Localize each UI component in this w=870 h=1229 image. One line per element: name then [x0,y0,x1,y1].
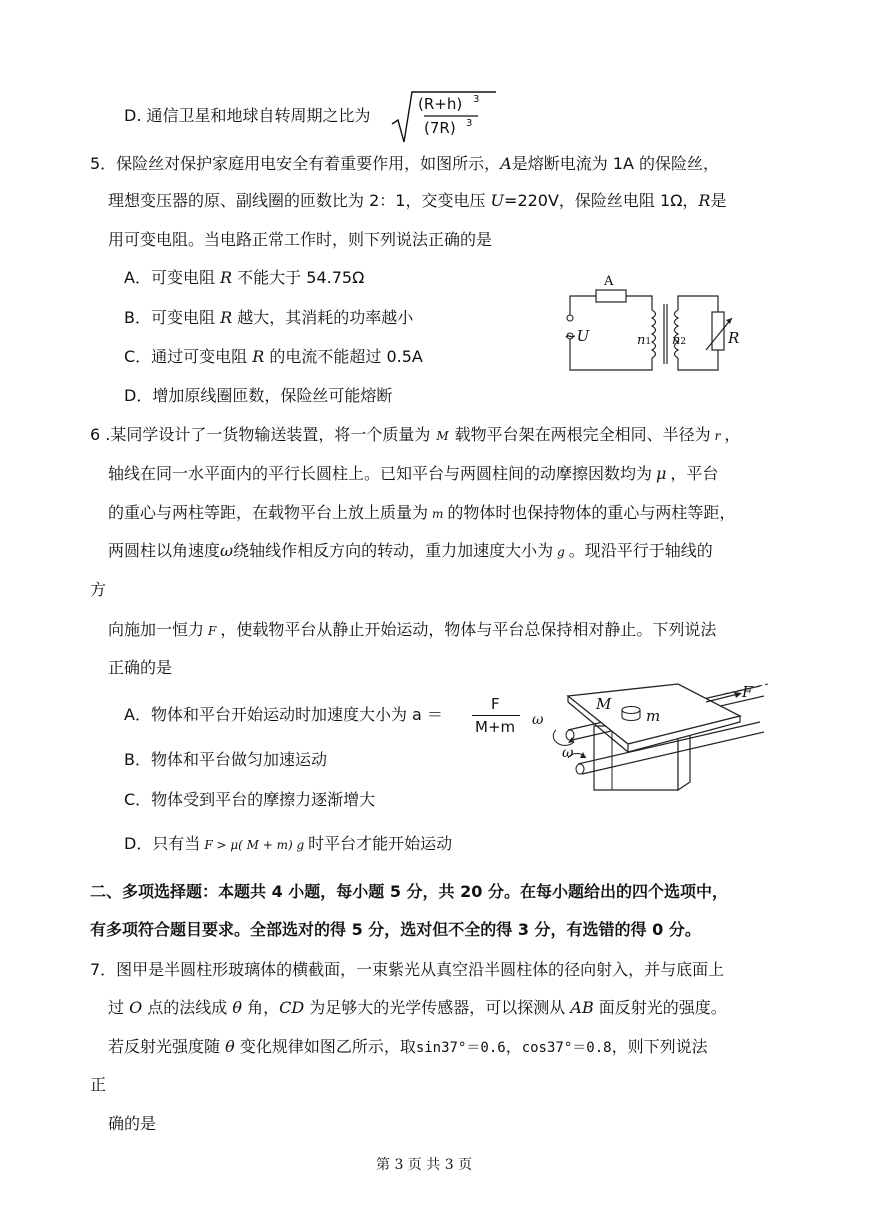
q7-line-1: 7．图甲是半圆柱形玻璃体的横截面，一束紫光从真空沿半圆柱体的径向射入，并与底面上 [90,960,725,979]
q6-fig-omega-1: ω [532,712,544,728]
q6-option-a-fraction-bar [472,715,520,716]
q6-platform-diagram [528,672,778,802]
q6-option-c: C．物体受到平台的摩擦力逐渐增大 [124,790,376,809]
q6-line-4: 两圆柱以角速度ω绕轴线作相反方向的转动，重力加速度大小为 g 。现沿平行于轴线的 [108,541,713,560]
q5-option-d: D．增加原线圈匝数，保险丝可能熔断 [124,386,393,405]
q6-fig-m-label: m [646,707,661,725]
q5-fig-source-label: ~U [564,327,590,345]
q5-line-1: 5．保险丝对保护家庭用电安全有着重要作用，如图所示，A是熔断电流为 1A 的保险丝， [90,154,720,173]
q5-option-a: A．可变电阻 R 不能大于 54.75Ω [124,268,365,287]
q6-option-a-fraction-num: F [491,695,500,713]
q6-line-3: 的重心与两柱等距，在载物平台上放上质量为 m 的物体时也保持物体的重心与两柱等距， [108,503,736,522]
q4-radical-num-exp: 3 [473,94,480,105]
q6-fig-M-label: M [596,695,612,713]
q6-option-a-fraction-den: M+m [475,718,516,736]
q6-line-5: 方 [90,580,107,599]
q5-fig-r-label: R [728,329,740,347]
q5-fig-n2-label: n2 [672,333,687,348]
q5-circuit-diagram [560,270,750,378]
q7-line-2: 过 O 点的法线成 θ 角，CD 为足够大的光学传感器，可以探测从 AB 面反射光的强度。 [108,998,727,1017]
q6-option-a: A．物体和平台开始运动时加速度大小为 a ＝ [124,705,443,724]
q4-radical-denominator: (7R) [424,119,456,137]
q6-option-d: D．只有当 F > μ( M + m) g 时平台才能开始运动 [124,834,453,853]
q5-option-c: C．通过可变电阻 R 的电流不能超过 0.5A [124,347,423,366]
section-2-heading-line-1: 二、多项选择题：本题共 4 小题，每小题 5 分，共 20 分。在每小题给出的四个选项中， [90,882,728,901]
q6-fig-omega-2: ω [562,745,574,761]
q6-option-b: B．物体和平台做匀加速运动 [124,750,327,769]
q5-fig-n1-label: n1 [637,333,652,348]
q5-fig-fuse-label: A [604,274,614,289]
q7-line-5: 确的是 [108,1114,157,1133]
q4-option-d-text: D. 通信卫星和地球自转周期之比为 [124,106,371,125]
q6-line-1: 6 .某同学设计了一货物输送装置，将一个质量为 M 载物平台架在两根完全相同、半径为 r ， [90,425,741,444]
q6-line-2: 轴线在同一水平面内的平行长圆柱上。已知平台与两圆柱间的动摩擦因数均为 μ ，平台 [108,464,719,483]
page-footer: 第 3 页 共 3 页 [376,1157,473,1173]
q4-option-d [124,106,371,126]
q7-line-3: 若反射光强度随 θ 变化规律如图乙所示，取sin37°＝0.6，cos37°＝0.8，则下列说法 [108,1037,708,1056]
section-2-heading-line-2: 有多项符合题目要求。全部选对的得 5 分，选对但不全的得 3 分，有选错的得 0 分。 [90,920,701,939]
q4-radical-den-exp: 3 [466,118,473,129]
q4-radical-numerator: (R+h) [418,95,463,113]
q5-option-b: B．可变电阻 R 越大，其消耗的功率越小 [124,308,414,327]
q6-fig-F-label: F [742,683,753,701]
q6-line-7: 正确的是 [108,658,173,677]
q5-line-3: 用可变电阻。当电路正常工作时，则下列说法正确的是 [108,230,493,249]
q7-line-4: 正 [90,1075,107,1094]
q6-line-6: 向施加一恒力 F ，使载物平台从静止开始运动，物体与平台总保持相对静止。下列说法 [108,620,717,639]
q5-line-2: 理想变压器的原、副线圈的匝数比为 2：1，交变电压 U=220V，保险丝电阻 1Ω，R是 [108,191,727,210]
